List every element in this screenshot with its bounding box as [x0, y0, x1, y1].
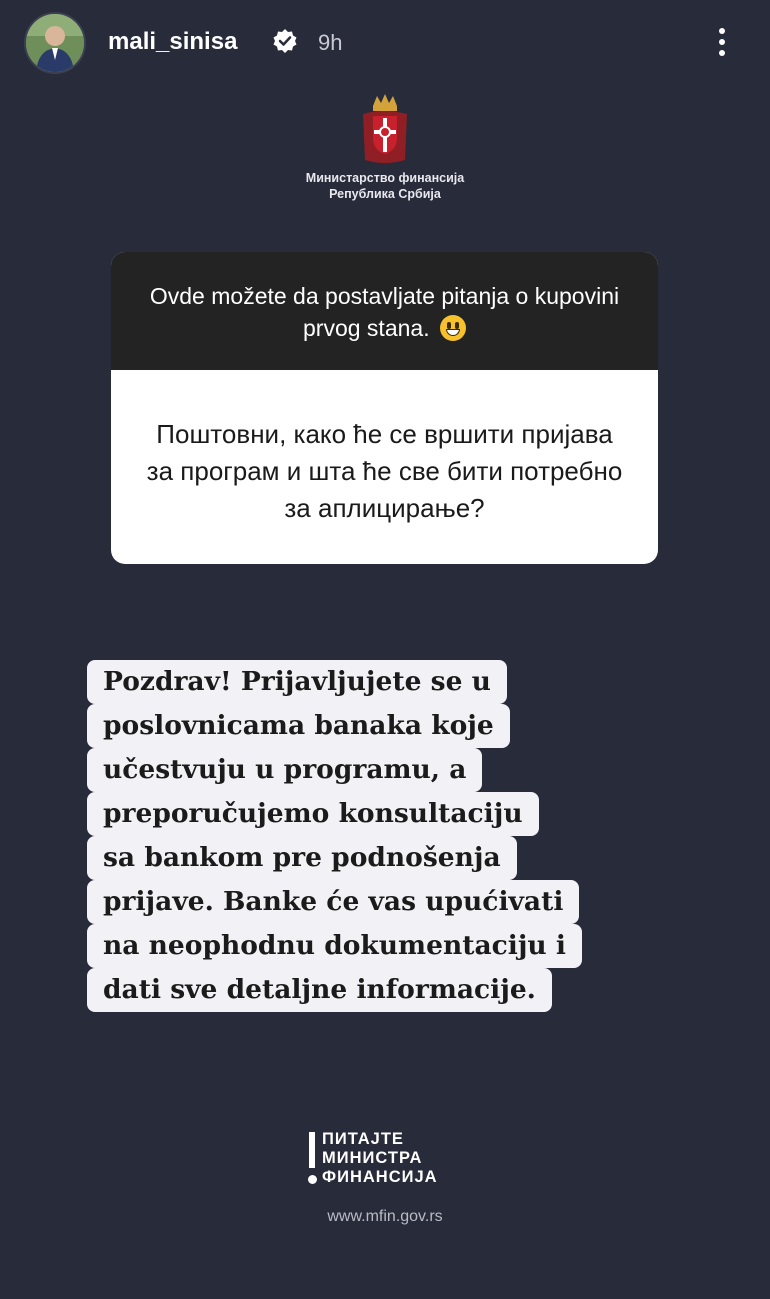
logo-line-2: МИНИСТРА: [322, 1149, 423, 1167]
answer-line: sa bankom pre podnošenja: [87, 836, 517, 880]
story-header: [0, 0, 770, 90]
ministry-name: Министарство финансија: [305, 171, 465, 185]
answer-line: prijave. Banke će vas upućivati: [87, 880, 579, 924]
question-sticker[interactable]: [111, 252, 658, 564]
smiley-emoji-icon: [440, 315, 466, 341]
logo-line-3: ФИНАНСИЈА: [322, 1168, 438, 1186]
website-url: www.mfin.gov.rs: [327, 1208, 443, 1225]
serbian-coat-of-arms-icon: [355, 92, 415, 170]
post-time: 9h: [318, 30, 343, 55]
username[interactable]: mali_sinisa: [108, 28, 238, 55]
answer-line: učestvuju u programu, a: [87, 748, 482, 792]
logo-line-1: ПИТАЈТЕ: [322, 1130, 404, 1148]
question-prompt-text: Ovde možete da postavljate pitanja o kupovini prvog stana.: [149, 283, 620, 341]
answer-line: poslovnicama banaka koje: [87, 704, 510, 748]
answer-line: Pozdrav! Prijavljujete se u: [87, 660, 507, 704]
exclamation-bar-icon: [309, 1132, 315, 1168]
more-vertical-icon[interactable]: [712, 24, 732, 64]
avatar-image: [26, 14, 84, 72]
answer-line: dati sve detaljne informacije.: [87, 968, 552, 1012]
profile-avatar[interactable]: [24, 12, 86, 74]
ministry-logo: [260, 92, 510, 202]
question-prompt: [111, 252, 658, 370]
answer-text-block: [87, 660, 687, 1012]
ministry-country: Република Србија: [329, 187, 441, 201]
verified-badge-icon: [272, 28, 298, 54]
answer-line: preporučujemo konsultaciju: [87, 792, 539, 836]
exclamation-dot-icon: [308, 1175, 317, 1184]
answer-line: na neophodnu dokumentaciju i: [87, 924, 582, 968]
pitajte-ministra-logo: [308, 1130, 478, 1190]
question-text: Поштовни, како ће се вршити пријава за програм и шта ће све бити потребно за аплицирање?: [146, 419, 623, 523]
